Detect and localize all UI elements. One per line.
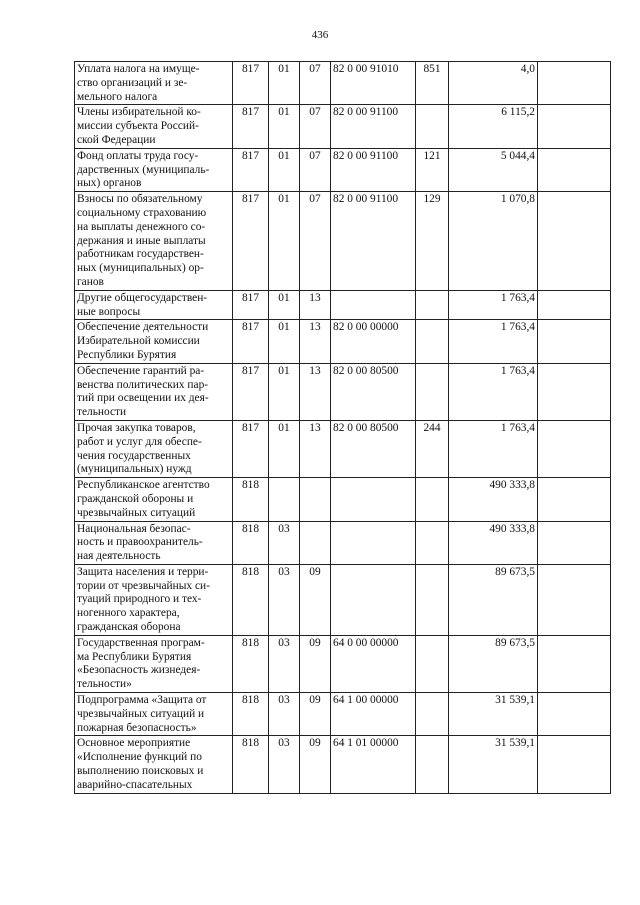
row-name-line: Уплата налога на имуще- [77, 63, 200, 75]
row-empty-cell [538, 564, 611, 635]
row-ved-cell: 818 [233, 564, 269, 635]
row-rz-cell: 03 [269, 635, 300, 692]
row-pr-cell: 13 [300, 363, 331, 420]
table-row [75, 290, 611, 320]
row-cs-cell [331, 564, 416, 635]
row-rz-cell: 03 [269, 693, 300, 736]
table-row [75, 420, 611, 477]
row-vr-cell [416, 564, 449, 635]
page-number: 436 [311, 29, 329, 41]
row-vr-cell [416, 693, 449, 736]
row-name-line: Национальная безопас- [77, 522, 191, 535]
row-rz-cell: 01 [269, 290, 300, 320]
row-empty-cell [538, 693, 611, 736]
row-sum-cell: 1 763,4 [449, 320, 538, 363]
table-row [75, 521, 611, 564]
table-row [75, 105, 611, 148]
row-cs-cell [331, 521, 416, 564]
row-name-line: Другие общегосударствен- [77, 291, 208, 304]
row-rz-cell: 01 [269, 105, 300, 148]
row-name-line: чрезвычайных ситуаций и [77, 707, 205, 720]
row-name-cell [75, 192, 233, 291]
row-name-line: аварийно-спасательных [77, 778, 193, 791]
table-body [75, 62, 611, 794]
row-name-cell [75, 564, 233, 635]
row-rz-cell: 03 [269, 521, 300, 564]
row-pr-cell: 13 [300, 320, 331, 363]
row-name-line: тельности» [77, 678, 132, 691]
row-cs-cell [331, 290, 416, 320]
row-ved-cell: 817 [233, 420, 269, 477]
row-name-line: «Безопасность жизнедея- [77, 664, 201, 677]
row-ved-cell: 818 [233, 478, 269, 521]
row-name-cell [75, 148, 233, 191]
row-name-line: ная деятельность [77, 550, 161, 563]
row-name-line: ных (муниципальных) ор- [77, 262, 204, 275]
row-cs-cell: 82 0 00 00000 [331, 320, 416, 363]
row-pr-cell: 09 [300, 736, 331, 793]
row-rz-cell: 03 [269, 564, 300, 635]
row-name-cell [75, 635, 233, 692]
row-ved-cell: 817 [233, 62, 269, 105]
row-name-line: Члены избирательной ко- [77, 106, 201, 119]
row-name-line: Прочая закупка товаров, [77, 421, 196, 434]
row-empty-cell [538, 420, 611, 477]
row-pr-cell: 13 [300, 290, 331, 320]
table-row [75, 148, 611, 191]
row-name-line: ность и правоохранитель- [77, 536, 203, 549]
row-empty-cell [538, 521, 611, 564]
row-name-line: ма Республики Бурятия [77, 650, 192, 663]
row-name-line: мельного налога [77, 90, 158, 103]
row-pr-cell: 07 [300, 62, 331, 105]
table-row [75, 693, 611, 736]
row-empty-cell [538, 62, 611, 105]
row-ved-cell: 818 [233, 635, 269, 692]
row-sum-cell: 5 044,4 [449, 148, 538, 191]
table-row [75, 363, 611, 420]
row-name-line: пожарная безопасность» [77, 721, 197, 734]
row-name-cell [75, 62, 233, 105]
row-vr-cell [416, 521, 449, 564]
row-name-cell [75, 478, 233, 521]
row-pr-cell: 07 [300, 105, 331, 148]
row-sum-cell: 1 763,4 [449, 290, 538, 320]
row-name-line: тории от чрезвычайных си- [77, 579, 210, 592]
table-row [75, 736, 611, 793]
table-row [75, 478, 611, 521]
row-sum-cell: 6 115,2 [449, 105, 538, 148]
row-pr-cell: 07 [300, 148, 331, 191]
row-vr-cell [416, 736, 449, 793]
row-name-line: Обеспечение деятельности [77, 321, 209, 334]
table-row [75, 192, 611, 291]
row-name-line: ных) органов [77, 177, 142, 190]
row-ved-cell: 817 [233, 320, 269, 363]
row-sum-cell: 1 763,4 [449, 363, 538, 420]
row-vr-cell: 851 [416, 62, 449, 105]
row-name-line: выполнению поисковых и [77, 765, 204, 778]
row-vr-cell: 244 [416, 420, 449, 477]
table-row [75, 320, 611, 363]
row-name-cell [75, 736, 233, 793]
row-name-line: Обеспечение гарантий ра- [77, 364, 205, 377]
row-name-line: Избирательной комиссии [77, 335, 200, 348]
row-vr-cell [416, 320, 449, 363]
row-ved-cell: 818 [233, 521, 269, 564]
row-name-cell [75, 420, 233, 477]
row-cs-cell: 64 1 00 00000 [331, 693, 416, 736]
row-sum-cell: 490 333,8 [449, 521, 538, 564]
row-rz-cell: 01 [269, 420, 300, 477]
row-name-line: Подпрограмма «Защита от [77, 694, 207, 707]
row-pr-cell: 09 [300, 635, 331, 692]
row-name-line: чрезвычайных ситуаций [77, 506, 196, 519]
row-rz-cell: 01 [269, 148, 300, 191]
row-sum-cell: 31 539,1 [449, 736, 538, 793]
row-empty-cell [538, 320, 611, 363]
row-cs-cell: 82 0 00 91100 [331, 105, 416, 148]
row-cs-cell: 82 0 00 91100 [331, 148, 416, 191]
row-rz-cell: 01 [269, 363, 300, 420]
row-name-cell [75, 320, 233, 363]
row-pr-cell [300, 478, 331, 521]
row-name-cell [75, 693, 233, 736]
row-ved-cell: 818 [233, 736, 269, 793]
row-cs-cell: 82 0 00 80500 [331, 363, 416, 420]
row-name-line: на выплаты денежного со- [77, 220, 206, 233]
row-name-cell [75, 290, 233, 320]
row-ved-cell: 817 [233, 290, 269, 320]
row-empty-cell [538, 192, 611, 291]
row-name-line: Основное мероприятие [77, 737, 191, 750]
row-ved-cell: 817 [233, 363, 269, 420]
row-name-line: Республики Бурятия [77, 348, 177, 361]
row-cs-cell [331, 478, 416, 521]
row-name-line: работ и услуг для обеспе- [77, 435, 202, 448]
row-name-line: дарственных (муниципаль- [77, 163, 210, 176]
row-vr-cell [416, 363, 449, 420]
row-rz-cell: 01 [269, 192, 300, 291]
row-name-cell [75, 105, 233, 148]
row-name-line: работникам государствен- [77, 248, 204, 261]
row-ved-cell: 818 [233, 693, 269, 736]
row-rz-cell: 01 [269, 62, 300, 105]
row-name-line: гражданской обороны и [77, 492, 194, 505]
row-sum-cell: 89 673,5 [449, 635, 538, 692]
row-name-line: ногенного характера, [77, 607, 180, 620]
row-cs-cell: 64 1 01 00000 [331, 736, 416, 793]
row-name-line: ство организаций и зе- [77, 76, 188, 89]
row-name-line: чения государственных [77, 449, 191, 462]
budget-table [74, 61, 611, 794]
row-pr-cell: 09 [300, 564, 331, 635]
row-empty-cell [538, 363, 611, 420]
row-ved-cell: 817 [233, 192, 269, 291]
row-name-line: туаций природного и тех- [77, 593, 202, 606]
row-name-line: тельности [77, 406, 127, 419]
row-cs-cell: 82 0 00 91010 [331, 62, 416, 105]
row-pr-cell: 09 [300, 693, 331, 736]
row-name-line: тий при освещении их дея- [77, 392, 209, 405]
row-name-line: Взносы по обязательному [77, 193, 203, 206]
row-ved-cell: 817 [233, 105, 269, 148]
row-empty-cell [538, 105, 611, 148]
row-pr-cell: 13 [300, 420, 331, 477]
row-name-line: социальному страхованию [77, 206, 207, 219]
row-vr-cell [416, 290, 449, 320]
row-name-cell [75, 363, 233, 420]
table-row [75, 635, 611, 692]
row-name-line: ганов [77, 275, 104, 288]
row-name-line: (муниципальных) нужд [77, 463, 192, 476]
row-empty-cell [538, 478, 611, 521]
row-sum-cell: 4,0 [449, 62, 538, 105]
row-name-line: Государственная програм- [77, 636, 205, 649]
row-vr-cell: 129 [416, 192, 449, 291]
row-empty-cell [538, 148, 611, 191]
row-name-line: Республиканское агентство [77, 479, 210, 492]
row-sum-cell: 490 333,8 [449, 478, 538, 521]
row-cs-cell: 82 0 00 80500 [331, 420, 416, 477]
row-cs-cell: 82 0 00 91100 [331, 192, 416, 291]
row-name-line: миссии субъекта Россий- [77, 120, 199, 133]
row-name-line: Защита населения и терри- [77, 565, 209, 578]
row-name-line: ные вопросы [77, 305, 141, 318]
row-name-line: «Исполнение функций по [77, 751, 202, 764]
row-pr-cell: 07 [300, 192, 331, 291]
row-vr-cell: 121 [416, 148, 449, 191]
row-name-line: Фонд оплаты труда госу- [77, 149, 199, 162]
row-rz-cell [269, 478, 300, 521]
row-empty-cell [538, 736, 611, 793]
row-sum-cell: 1 763,4 [449, 420, 538, 477]
row-empty-cell [538, 635, 611, 692]
row-vr-cell [416, 478, 449, 521]
row-cs-cell: 64 0 00 00000 [331, 635, 416, 692]
row-name-line: ской Федерации [77, 133, 156, 146]
row-name-cell [75, 521, 233, 564]
row-sum-cell: 31 539,1 [449, 693, 538, 736]
table-row [75, 62, 611, 105]
row-sum-cell: 89 673,5 [449, 564, 538, 635]
row-rz-cell: 03 [269, 736, 300, 793]
row-vr-cell [416, 635, 449, 692]
row-ved-cell: 817 [233, 148, 269, 191]
row-vr-cell [416, 105, 449, 148]
row-name-line: гражданская оборона [77, 621, 181, 634]
row-rz-cell: 01 [269, 320, 300, 363]
row-name-line: держания и иные выплаты [77, 234, 206, 247]
table-row [75, 564, 611, 635]
row-sum-cell: 1 070,8 [449, 192, 538, 291]
row-empty-cell [538, 290, 611, 320]
row-name-line: венства политических пар- [77, 378, 209, 391]
row-pr-cell [300, 521, 331, 564]
